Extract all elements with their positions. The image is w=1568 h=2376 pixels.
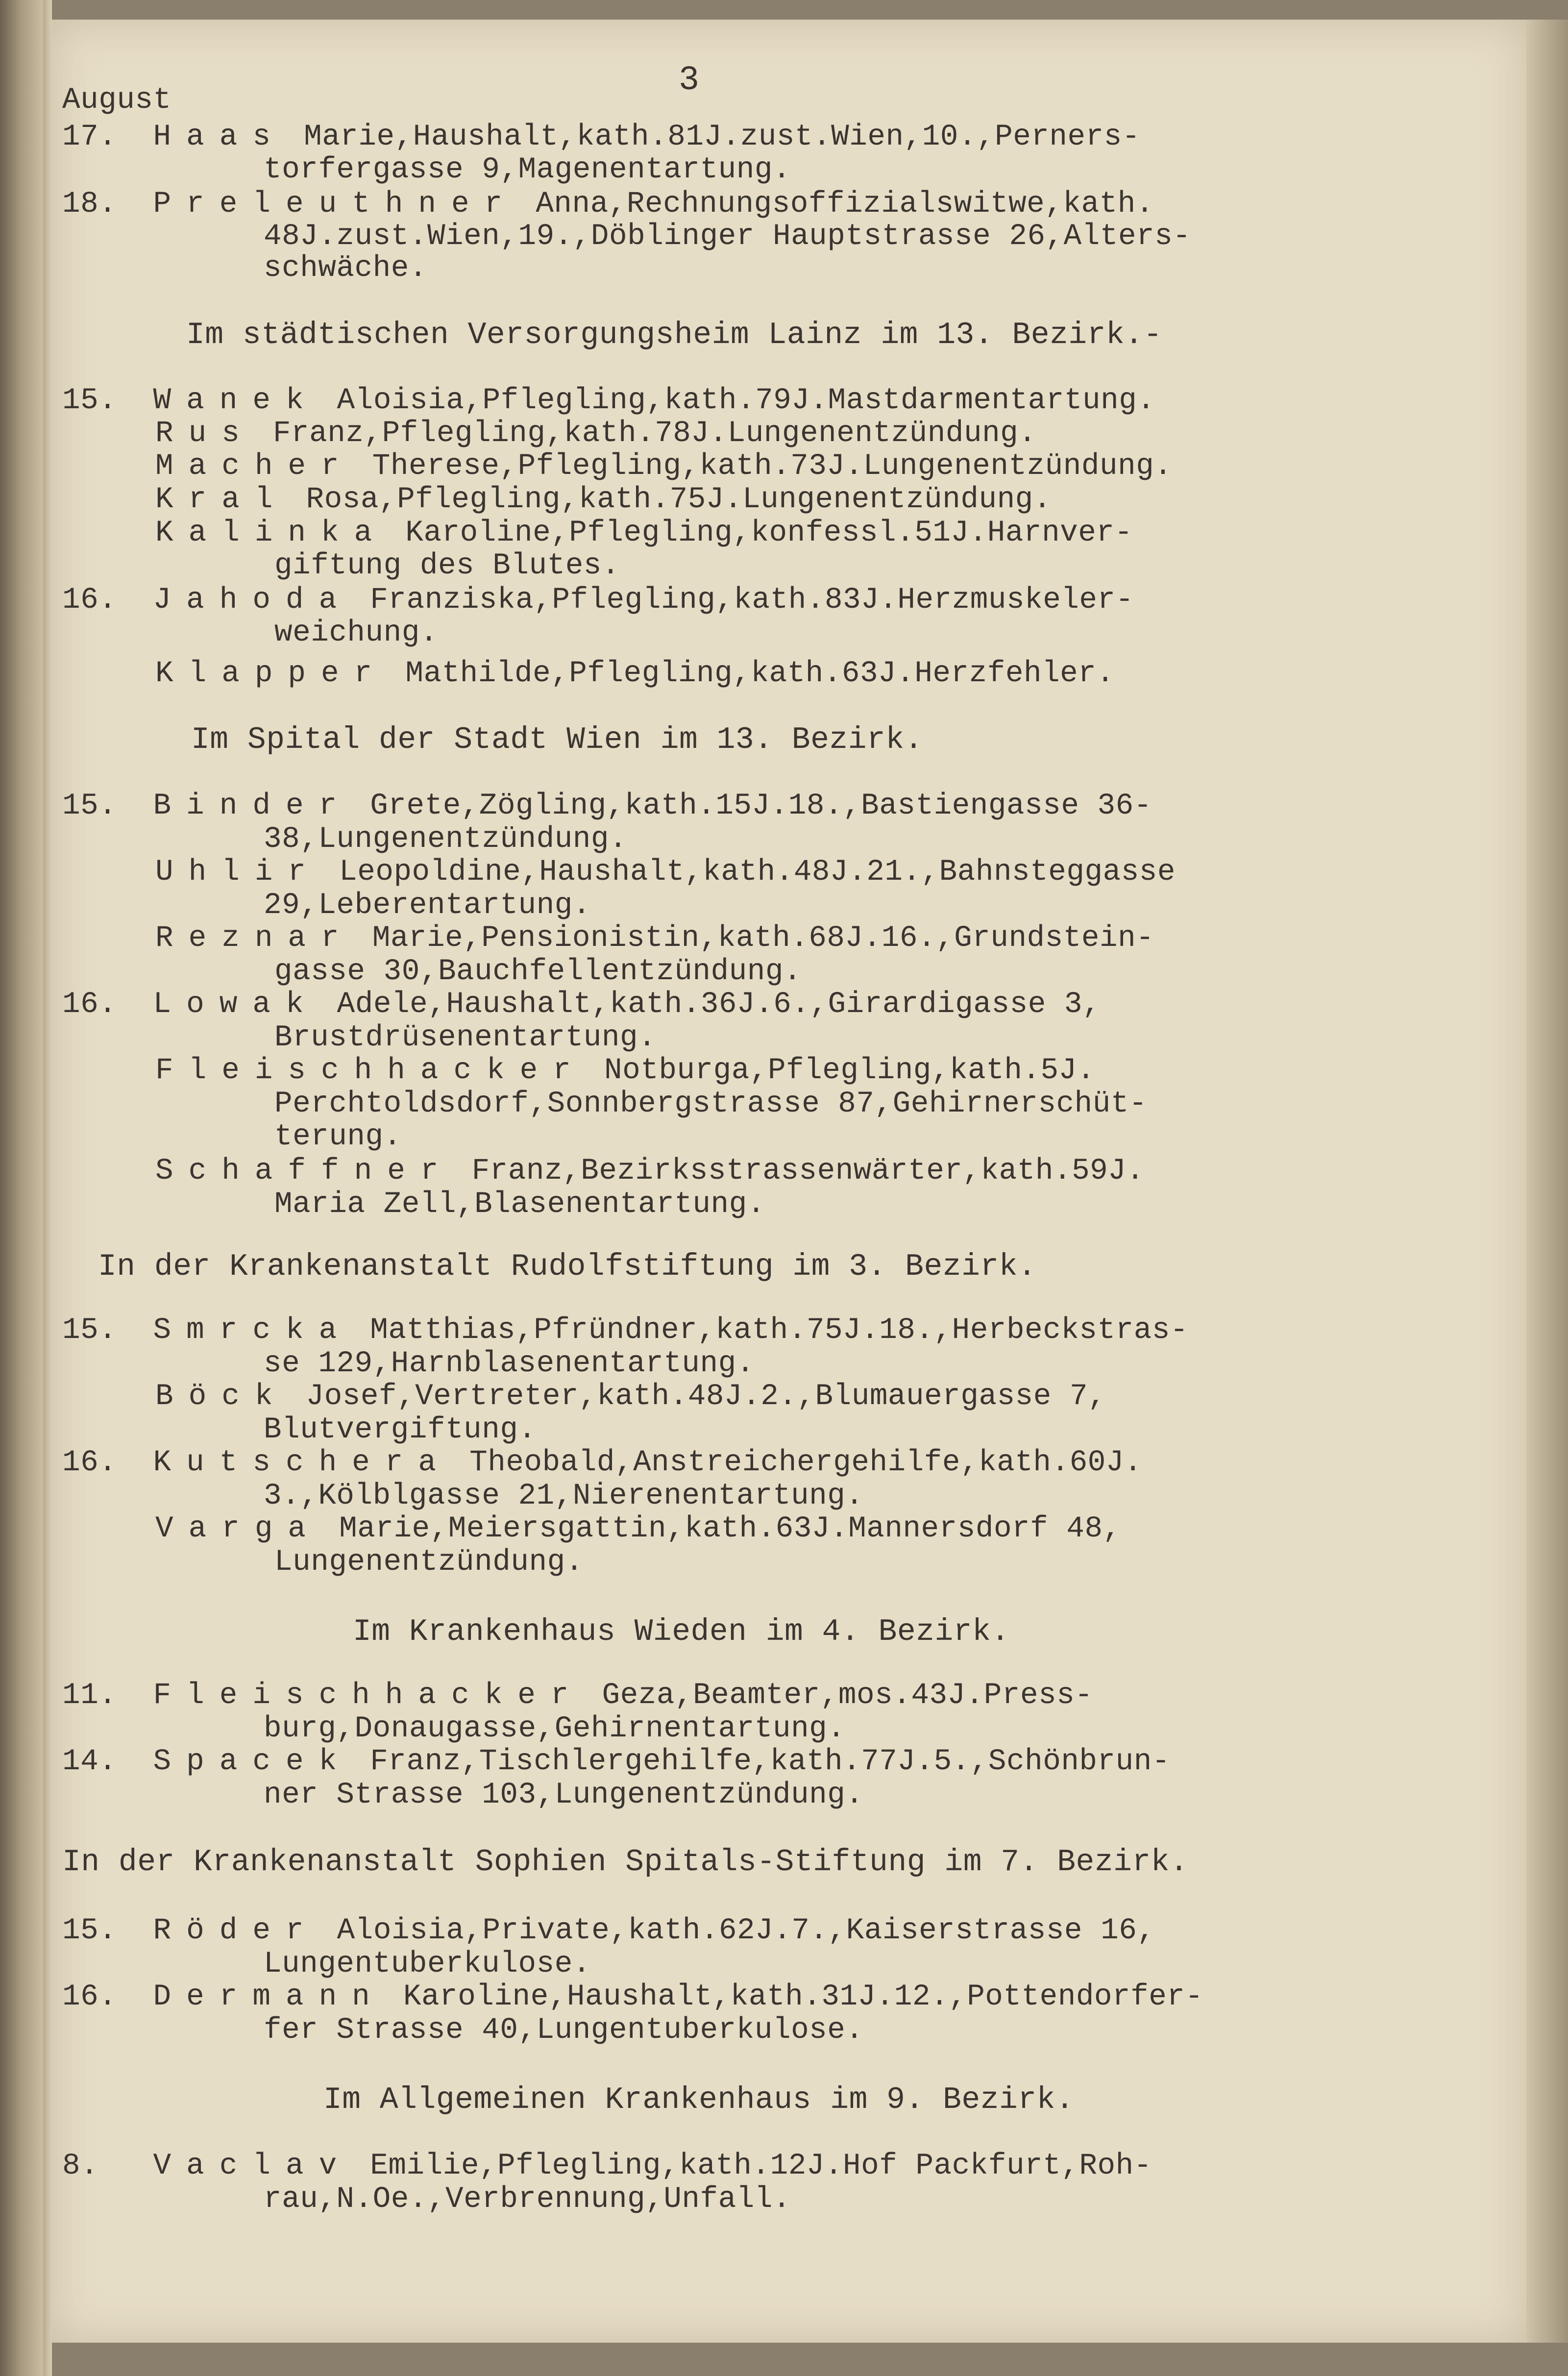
register-line xyxy=(62,988,1101,1022)
line-text: 16. xyxy=(62,1980,117,2014)
surname: Schaffner xyxy=(155,1154,454,1188)
register-line xyxy=(155,1512,1121,1546)
register-line xyxy=(62,1980,1203,2014)
line-text: Brustdrüsenentartung. xyxy=(274,1021,657,1055)
line-text: 15. xyxy=(62,1914,117,1948)
surname: Wanek xyxy=(153,384,319,418)
line-text: 16. xyxy=(62,988,117,1021)
register-line xyxy=(62,1679,1093,1713)
line-text: Karoline,Pflegling,konfessl.51J.Harnver- xyxy=(387,516,1133,550)
gutter-edge xyxy=(43,0,52,2376)
register-line xyxy=(155,1380,1106,1414)
line-text: August xyxy=(62,83,172,117)
register-line xyxy=(155,855,1176,890)
line-text: 14. xyxy=(62,1745,117,1779)
register-line xyxy=(274,549,620,583)
register-line xyxy=(62,1446,1142,1480)
register-line xyxy=(274,1087,1147,1121)
section-heading xyxy=(191,723,923,757)
line-text xyxy=(117,1980,153,2014)
register-line xyxy=(155,483,1052,517)
register-line xyxy=(274,1188,765,1222)
line-text: In der Krankenanstalt Rudolfstiftung im 3. Bezirk. xyxy=(98,1249,1037,1284)
line-text: Lungentuberkulose. xyxy=(264,1947,591,1981)
line-text: Karoline,Haushalt,kath.31J.12.,Pottendorfer- xyxy=(385,1980,1203,2014)
surname: Klapper xyxy=(155,657,388,691)
line-text: 8. xyxy=(62,2149,99,2183)
register-line xyxy=(62,384,1155,418)
line-text xyxy=(117,988,153,1021)
surname: Fleischhacker xyxy=(155,1054,586,1088)
register-line xyxy=(155,516,1133,550)
surname: Varga xyxy=(155,1512,321,1546)
surname: Lowak xyxy=(153,988,319,1021)
line-text xyxy=(117,583,153,617)
register-line xyxy=(155,449,1172,484)
line-text: Josef,Vertreter,kath.48J.2.,Blumauergasse 7, xyxy=(288,1380,1106,1413)
line-text: Aloisia,Pflegling,kath.79J.Mastdarmentartung. xyxy=(318,384,1155,418)
line-text xyxy=(117,1745,153,1779)
line-text: 16. xyxy=(62,583,117,617)
surname: Kral xyxy=(155,483,288,517)
line-text: Im städtischen Versorgungsheim Lainz im 13. Bezirk.- xyxy=(186,318,1162,352)
line-text xyxy=(117,1313,153,1347)
surname: Reznar xyxy=(155,921,354,955)
register-line xyxy=(274,955,802,989)
line-text: Leopoldine,Haushalt,kath.48J.21.,Bahnsteggasse xyxy=(321,855,1176,889)
register-line xyxy=(155,1054,1095,1088)
register-line xyxy=(62,1745,1170,1779)
line-text: Marie,Haushalt,kath.81J.zust.Wien,10.,Perners- xyxy=(285,120,1140,154)
register-line xyxy=(274,1021,656,1055)
line-text xyxy=(98,2149,153,2183)
line-text: Marie,Pensionistin,kath.68J.16.,Grundstein- xyxy=(354,921,1154,955)
register-line xyxy=(62,83,172,118)
line-text: 15. xyxy=(62,789,117,823)
register-line xyxy=(274,1120,402,1154)
register-line xyxy=(155,921,1154,956)
register-line xyxy=(62,2149,1152,2183)
line-text: In der Krankenanstalt Sophien Spitals-Stiftung im 7. Bezirk. xyxy=(62,1845,1189,1880)
line-text: 3.,Kölblgasse 21,Nierenentartung. xyxy=(264,1479,864,1513)
register-line xyxy=(62,583,1134,618)
register-line xyxy=(264,1413,537,1447)
surname: Fleischhacker xyxy=(153,1679,584,1712)
register-line xyxy=(264,889,591,923)
line-text: torfergasse 9,Magenentartung. xyxy=(264,153,791,187)
surname: Smrcka xyxy=(153,1313,352,1347)
surname: Uhlir xyxy=(155,855,321,889)
line-text: Rosa,Pflegling,kath.75J.Lungenentzündung. xyxy=(288,483,1052,517)
register-line xyxy=(264,1347,755,1381)
register-line xyxy=(274,1545,584,1580)
section-heading xyxy=(353,1615,1010,1649)
line-text: Lungenentzündung. xyxy=(274,1545,584,1579)
line-text: fer Strasse 40,Lungentuberkulose. xyxy=(264,2013,864,2047)
line-text: weichung. xyxy=(274,616,438,650)
line-text: 15. xyxy=(62,1313,117,1347)
register-line xyxy=(264,251,427,286)
line-text: ner Strasse 103,Lungenentzündung. xyxy=(264,1778,864,1812)
surname: Röder xyxy=(153,1914,319,1948)
line-text: Theobald,Anstreichergehilfe,kath.60J. xyxy=(451,1446,1143,1480)
register-line xyxy=(62,120,1140,154)
line-text: Franz,Tischlergehilfe,kath.77J.5.,Schönbrun- xyxy=(352,1745,1170,1779)
line-text: Franz,Bezirksstrassenwärter,kath.59J. xyxy=(453,1154,1145,1188)
surname: Dermann xyxy=(153,1980,385,2014)
register-line xyxy=(62,789,1152,823)
register-line xyxy=(264,2182,791,2217)
register-line xyxy=(264,1778,864,1812)
line-text: Anna,Rechnungsoffizialswitwe,kath. xyxy=(517,187,1154,221)
line-text: giftung des Blutes. xyxy=(274,549,620,583)
line-text: Perchtoldsdorf,Sonnbergstrasse 87,Gehirnerschüt- xyxy=(274,1087,1148,1121)
section-heading xyxy=(323,2083,1074,2117)
surname: Kutschera xyxy=(153,1446,452,1480)
document-page xyxy=(51,20,1526,2343)
register-line xyxy=(264,822,627,857)
line-text: burg,Donaugasse,Gehirnentartung. xyxy=(264,1712,846,1746)
line-text: Blutvergiftung. xyxy=(264,1413,537,1447)
line-text: Franz,Pflegling,kath.78J.Lungenentzündung. xyxy=(254,417,1037,450)
register-line xyxy=(274,616,438,650)
line-text: Maria Zell,Blasenentartung. xyxy=(274,1188,765,1221)
line-text xyxy=(117,1446,153,1480)
book-spine-shadow xyxy=(0,0,47,2376)
line-text: Mathilde,Pflegling,kath.63J.Herzfehler. xyxy=(387,657,1115,691)
page-right-edge xyxy=(1526,20,1568,2343)
register-text xyxy=(51,20,1526,2343)
line-text xyxy=(117,120,153,154)
line-text: Marie,Meiersgattin,kath.63J.Mannersdorf 48, xyxy=(321,1512,1121,1546)
line-text: schwäche. xyxy=(264,251,427,285)
line-text xyxy=(117,384,153,418)
line-text: Matthias,Pfründner,kath.75J.18.,Herbeckstras- xyxy=(352,1313,1189,1347)
surname: Preleuthner xyxy=(153,187,518,221)
register-line xyxy=(62,187,1154,222)
surname: Rus xyxy=(155,417,255,450)
line-text: 11. xyxy=(62,1679,117,1712)
line-text xyxy=(117,789,153,823)
register-line xyxy=(264,153,791,187)
register-line xyxy=(264,2013,864,2048)
line-text: 38,Lungenentzündung. xyxy=(264,822,628,856)
line-text xyxy=(117,1679,153,1712)
page-number: 3 xyxy=(679,61,700,100)
line-text: rau,N.Oe.,Verbrennung,Unfall. xyxy=(264,2182,791,2216)
section-heading xyxy=(186,318,1162,352)
line-text: Aloisia,Private,kath.62J.7.,Kaiserstrasse 16, xyxy=(318,1914,1155,1948)
section-heading xyxy=(98,1250,1036,1284)
line-text: 17. xyxy=(62,120,117,154)
line-text: Adele,Haushalt,kath.36J.6.,Girardigasse 3, xyxy=(318,988,1101,1021)
line-text: Im Spital der Stadt Wien im 13. Bezirk. xyxy=(191,722,923,757)
line-text: terung. xyxy=(274,1120,402,1154)
register-line xyxy=(264,1947,591,1981)
line-text: Grete,Zögling,kath.15J.18.,Bastiengasse 36- xyxy=(352,789,1152,823)
line-text: Im Krankenhaus Wieden im 4. Bezirk. xyxy=(353,1614,1010,1649)
line-text: 48J.zust.Wien,19.,Döblinger Hauptstrasse 26,Alters- xyxy=(264,220,1191,253)
line-text: Im Allgemeinen Krankenhaus im 9. Bezirk. xyxy=(323,2082,1075,2117)
line-text: Franziska,Pflegling,kath.83J.Herzmuskeler- xyxy=(352,583,1134,617)
line-text: Notburga,Pflegling,kath.5J. xyxy=(586,1054,1095,1088)
register-line xyxy=(264,1712,845,1746)
section-heading xyxy=(62,1845,1188,1880)
surname: Macher xyxy=(155,449,354,483)
register-line xyxy=(264,220,1191,254)
surname: Kalinka xyxy=(155,516,388,550)
line-text: Geza,Beamter,mos.43J.Press- xyxy=(584,1679,1093,1712)
surname: Jahoda xyxy=(153,583,352,617)
register-line xyxy=(62,1313,1188,1348)
line-text: Therese,Pflegling,kath.73J.Lungenentzündung. xyxy=(354,449,1173,483)
surname: Böck xyxy=(155,1380,288,1413)
line-text: gasse 30,Bauchfellentzündung. xyxy=(274,955,802,989)
line-text: 29,Leberentartung. xyxy=(264,889,591,922)
register-line xyxy=(62,1914,1155,1948)
line-text xyxy=(117,1914,153,1948)
line-text: Emilie,Pflegling,kath.12J.Hof Packfurt,Roh- xyxy=(352,2149,1152,2183)
surname: Binder xyxy=(153,789,352,823)
line-text xyxy=(117,187,153,221)
line-text: 15. xyxy=(62,384,117,418)
register-line xyxy=(264,1479,864,1513)
surname: Spacek xyxy=(153,1745,352,1779)
surname: Haas xyxy=(153,120,286,154)
register-line xyxy=(155,417,1036,451)
register-line xyxy=(155,657,1115,691)
line-text: 18. xyxy=(62,187,117,221)
line-text: 16. xyxy=(62,1446,117,1480)
surname: Vaclav xyxy=(153,2149,352,2183)
line-text: se 129,Harnblasenentartung. xyxy=(264,1347,755,1381)
register-line xyxy=(155,1154,1145,1188)
